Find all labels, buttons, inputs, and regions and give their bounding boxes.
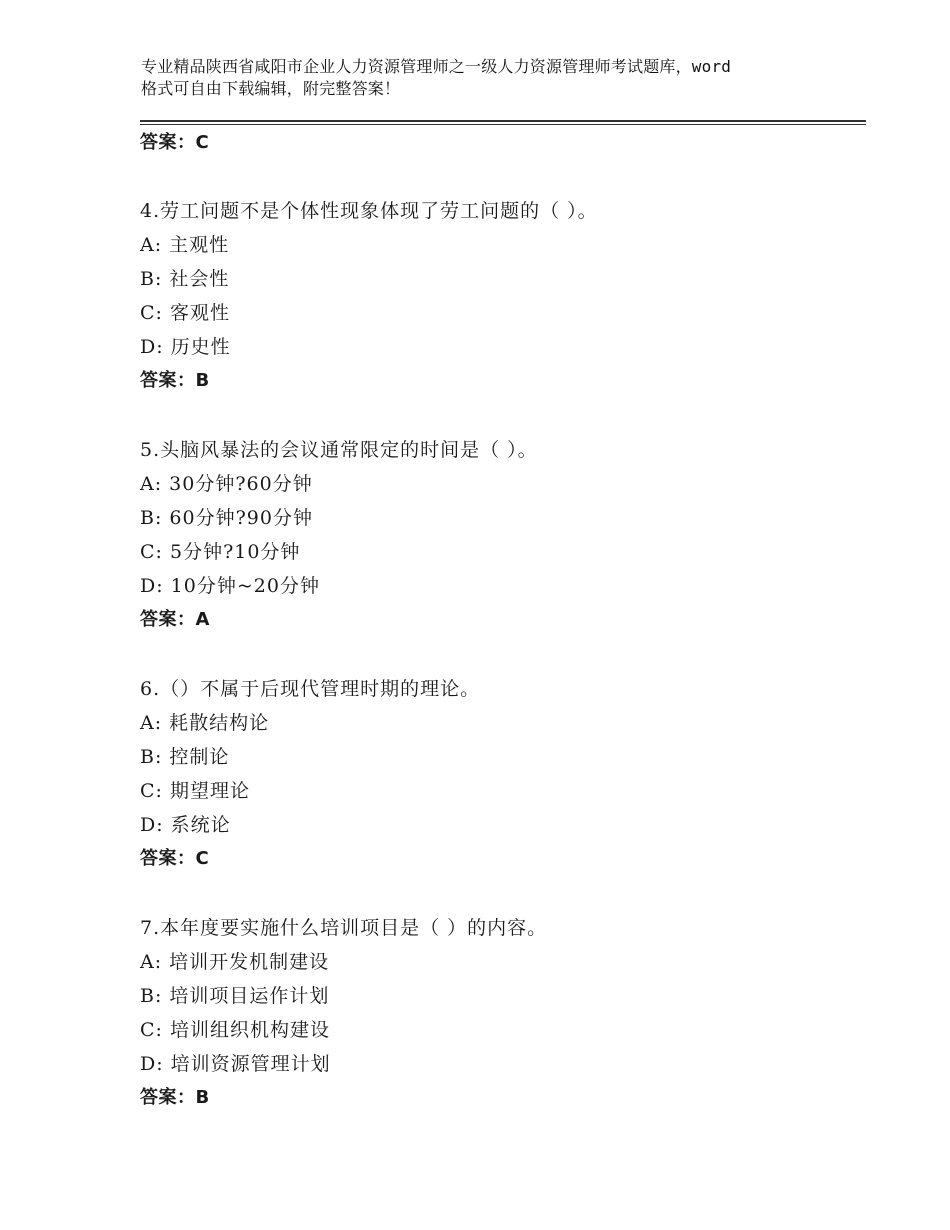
header-line-2: 格式可自由下载编辑，附完整答案！ xyxy=(141,79,401,98)
option-d: D: 系统论 xyxy=(140,814,231,836)
header-line-1: 专业精品陕西省咸阳市企业人力资源管理师之一级人力资源管理师考试题库，word xyxy=(141,57,732,76)
option-a: A: 30分钟?60分钟 xyxy=(140,473,313,495)
answer: 答案：C xyxy=(140,848,210,869)
header-divider xyxy=(140,120,866,122)
header-divider-thin xyxy=(140,124,866,125)
question-stem: 6.（）不属于后现代管理时期的理论。 xyxy=(140,678,481,700)
option-c: C: 5分钟?10分钟 xyxy=(140,541,301,563)
option-c: C: 培训组织机构建设 xyxy=(140,1019,330,1041)
previous-answer: 答案：C xyxy=(140,132,210,153)
question-stem: 7.本年度要实施什么培训项目是（ ）的内容。 xyxy=(140,917,548,939)
option-d: D: 历史性 xyxy=(140,336,231,358)
option-b: B: 60分钟?90分钟 xyxy=(140,507,313,529)
option-c: C: 期望理论 xyxy=(140,780,250,802)
answer: 答案：B xyxy=(140,370,210,391)
answer: 答案：B xyxy=(140,1087,210,1108)
option-c: C: 客观性 xyxy=(140,302,230,324)
option-a: A: 主观性 xyxy=(140,234,230,256)
question-stem: 5.头脑风暴法的会议通常限定的时间是（ ）。 xyxy=(140,439,538,461)
answer: 答案：A xyxy=(140,609,210,630)
option-a: A: 培训开发机制建设 xyxy=(140,951,330,973)
option-b: B: 培训项目运作计划 xyxy=(140,985,330,1007)
document-header xyxy=(141,56,841,100)
option-d: D: 10分钟~20分钟 xyxy=(140,575,320,597)
option-b: B: 社会性 xyxy=(140,268,230,290)
option-d: D: 培训资源管理计划 xyxy=(140,1053,331,1075)
option-a: A: 耗散结构论 xyxy=(140,712,270,734)
question-stem: 4.劳工问题不是个体性现象体现了劳工问题的（ ）。 xyxy=(140,200,598,222)
option-b: B: 控制论 xyxy=(140,746,230,768)
